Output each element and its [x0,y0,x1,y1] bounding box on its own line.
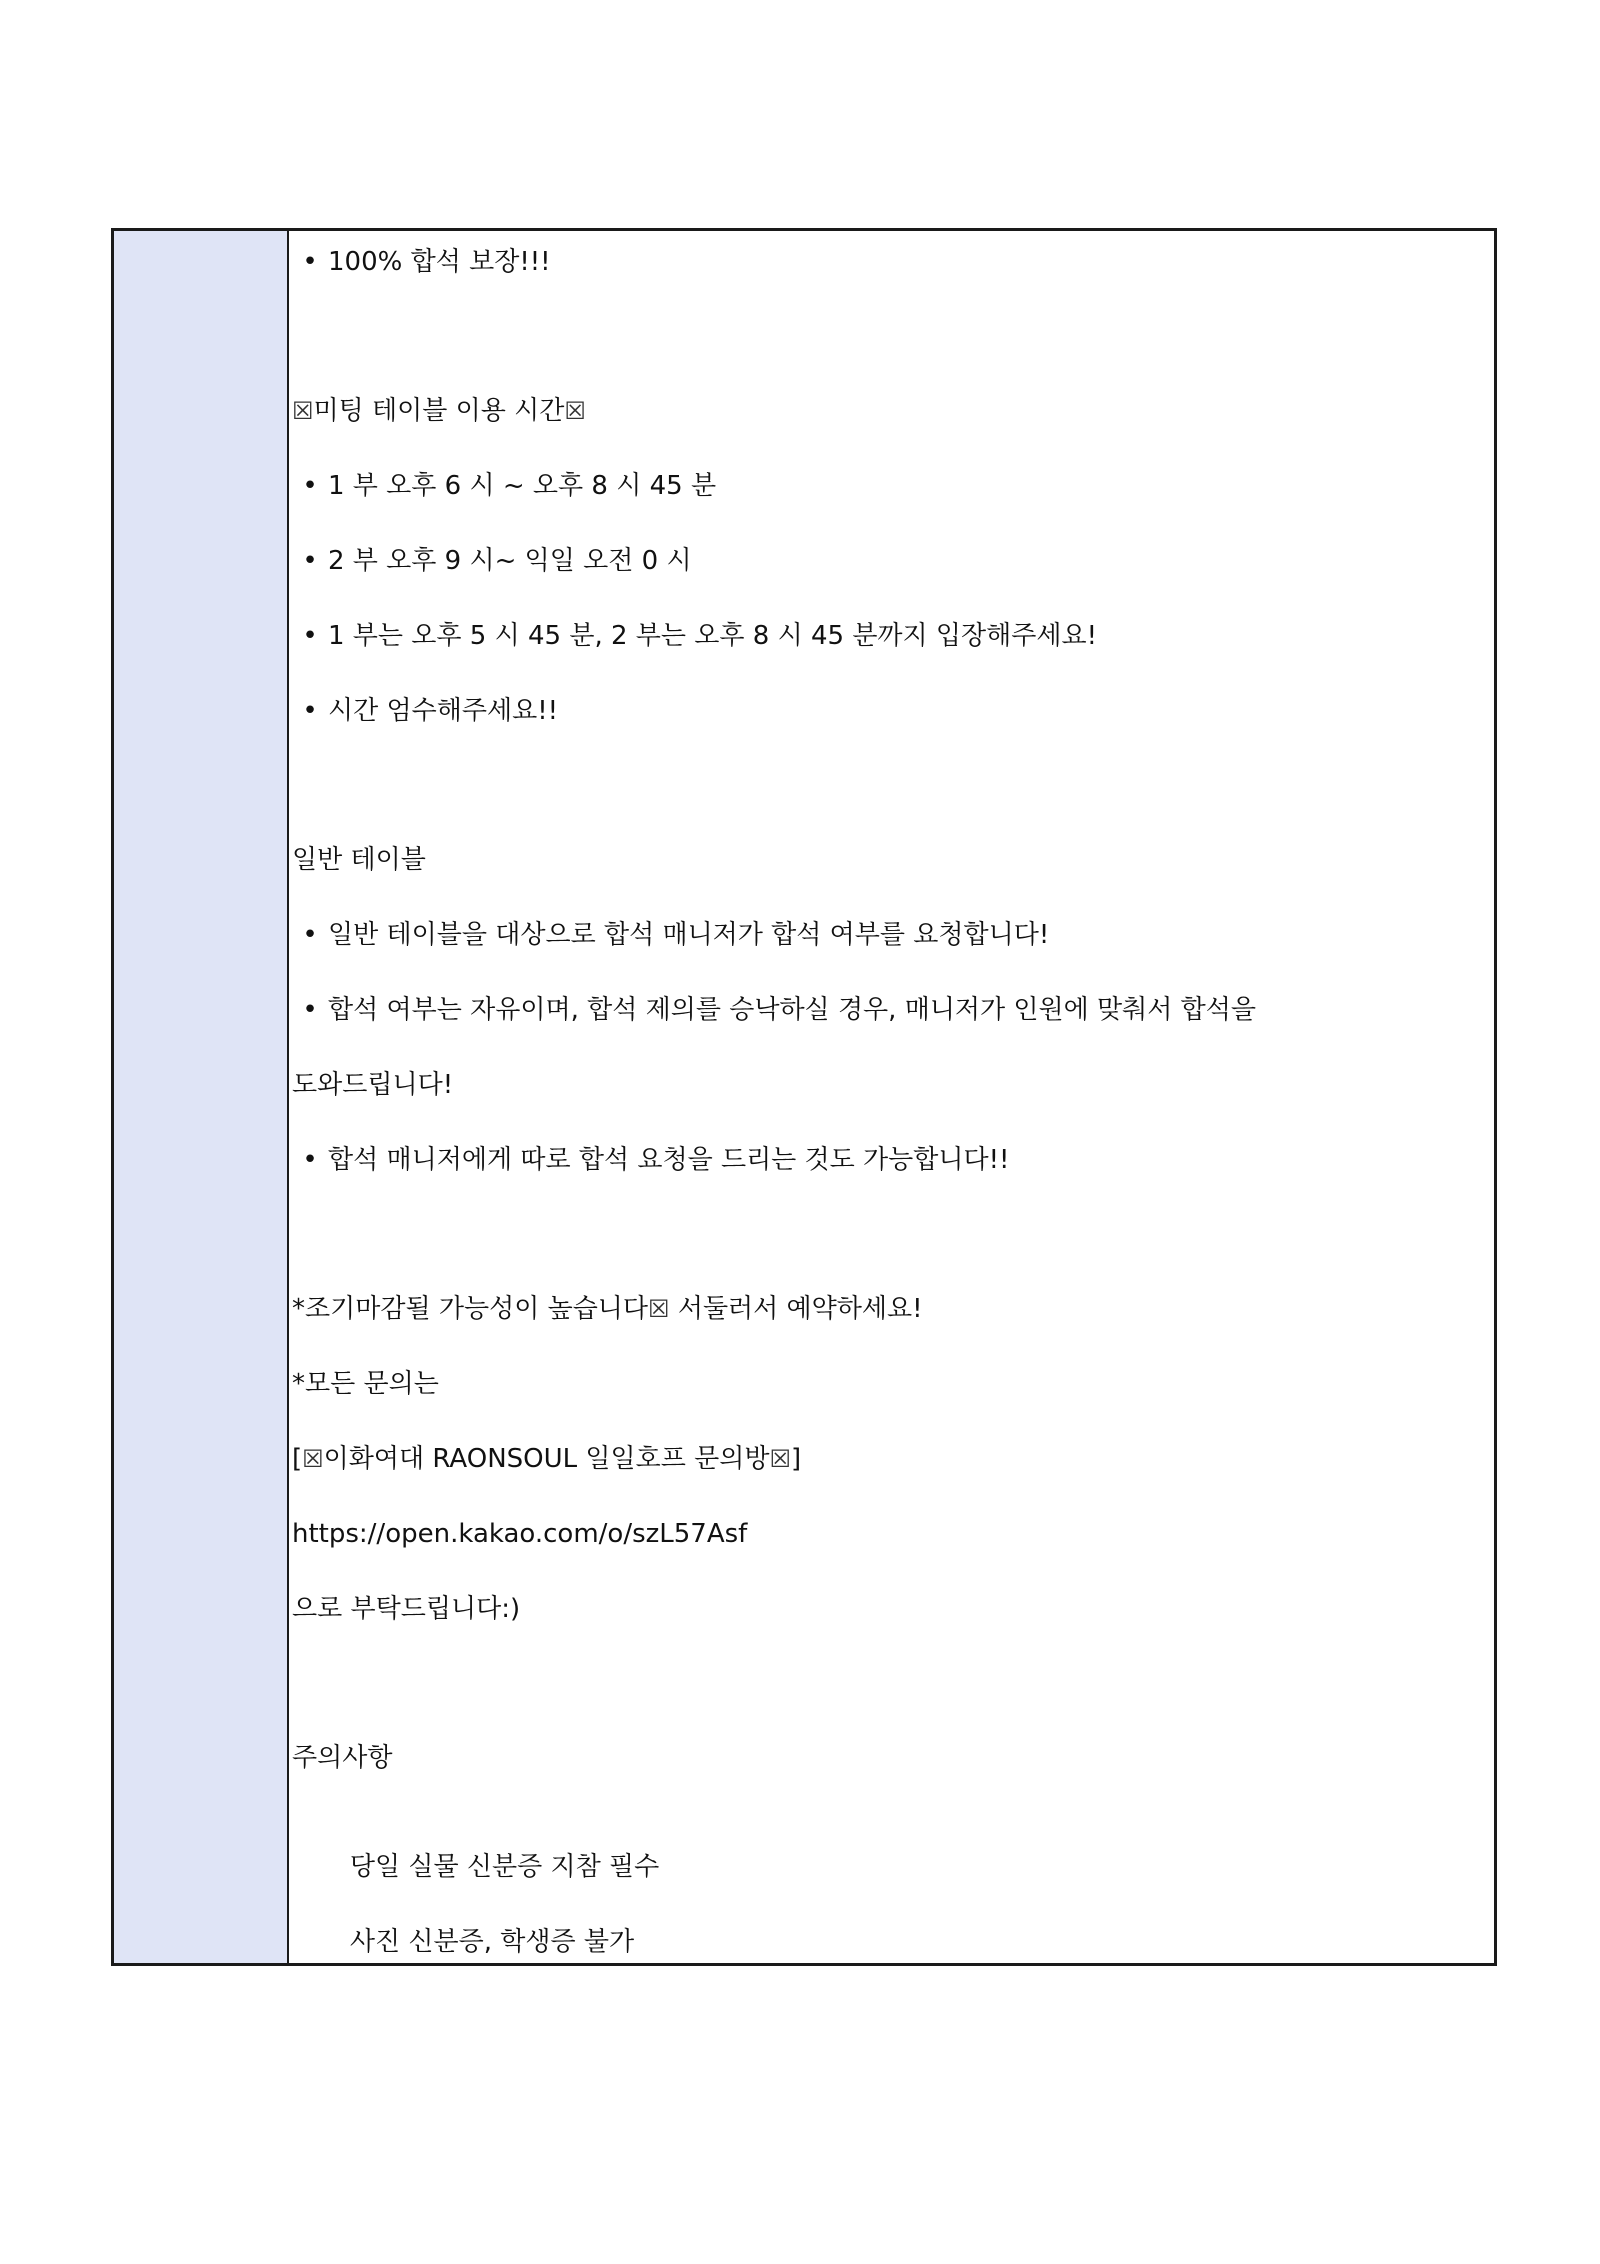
bullet: • [302,471,318,501]
label-cell [114,231,289,1963]
line-text: 이화여대 RAONSOUL 일일호프 문의방 [323,1444,770,1474]
line-text: 100% 합석 보장!!! [328,247,551,277]
bullet: • [302,546,318,576]
text-line [292,694,558,728]
content-cell [289,231,1494,1963]
box-x-icon: ☒ [564,397,586,425]
line-text: 2 부 오후 9 시~ 익일 오전 0 시 [328,546,692,576]
line-text: *조기마감될 가능성이 높습니다 [292,1294,649,1324]
line-text: 1 부는 오후 5 시 45 분, 2 부는 오후 8 시 45 분까지 입장해주세요! [328,621,1098,651]
section-heading [292,1741,392,1775]
section-heading [292,843,426,877]
note-line [292,1292,923,1326]
bullet: • [302,621,318,651]
line-text: 1 부 오후 6 시 ~ 오후 8 시 45 분 [328,471,717,501]
line-text: 도와드립니다! [292,1070,454,1100]
document-table [111,228,1497,1966]
kakao-link[interactable] [292,1517,747,1551]
text-line [292,1068,453,1102]
bullet: • [302,1145,318,1175]
text-line [292,993,1256,1027]
line-text: 사진 신분증, 학생증 불가 [341,1927,635,1957]
box-x-icon: ☒ [769,1445,791,1473]
bullet: • [302,696,318,726]
line-text[interactable]: https://open.kakao.com/o/szL57Asf [292,1519,748,1549]
caution-line [292,1891,634,1993]
bullet: • [302,247,318,277]
text-line [292,469,716,503]
box-x-icon: ☒ [648,1295,670,1323]
note-line [292,1592,520,1626]
bracket-close: ] [791,1444,802,1474]
section-heading [292,394,586,428]
text-line [292,918,1049,952]
line-text: 합석 매니저에게 따로 합석 요청을 드리는 것도 가능합니다!! [328,1145,1010,1175]
text-line [292,1143,1009,1177]
line-text: 으로 부탁드립니다:) [292,1594,521,1624]
box-x-icon: ☒ [302,1445,324,1473]
bullet: • [302,995,318,1025]
text-line [292,245,551,279]
line-text: 일반 테이블 [292,845,426,875]
line-text: 미팅 테이블 이용 시간 [313,396,565,426]
line-text: 당일 실물 신분증 지참 필수 [341,1852,660,1882]
text-line [292,544,692,578]
line-text: *모든 문의는 [292,1369,439,1399]
box-x-icon: ☒ [292,397,314,425]
line-text: 합석 여부는 자유이며, 합석 제의를 승낙하실 경우, 매니저가 인원에 맞춰서 합석을 [328,995,1257,1025]
note-line [292,1367,439,1401]
line-text-after: 서둘러서 예약하세요! [669,1294,923,1324]
line-text: 주의사항 [292,1743,393,1773]
line-text: 시간 엄수해주세요!! [328,696,559,726]
bullet: • [302,920,318,950]
bracket-open: [ [292,1444,303,1474]
line-text: 일반 테이블을 대상으로 합석 매니저가 합석 여부를 요청합니다! [328,920,1050,950]
chatroom-name [292,1442,801,1476]
text-line [292,619,1097,653]
